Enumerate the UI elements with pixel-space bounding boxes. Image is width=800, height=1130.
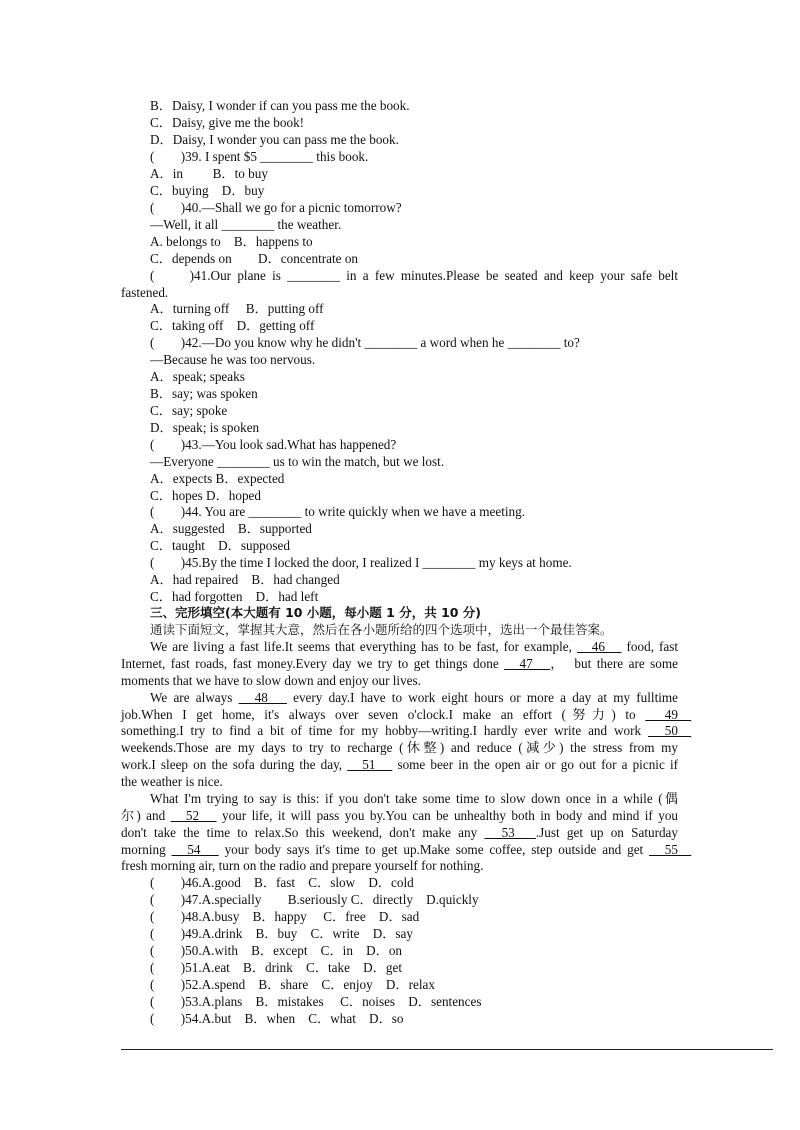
passage-line: Internet, fast roads, fast money.Every day we try to get things done 47 ， but there are some bbox=[121, 656, 679, 671]
blank-46: 46 bbox=[576, 639, 622, 654]
passage-line: 尔) and 52 your life, it will pass you by.You can be unhealthy both in body and mind if you bbox=[121, 808, 679, 823]
cloze-option-49: ( )49.A.drink B．buy C．write D．say bbox=[150, 926, 413, 941]
passage-line: What I'm trying to say is this: if you don't take some time to slow down once in a while (偶 bbox=[150, 791, 678, 806]
option-line: C．say; spoke bbox=[150, 403, 228, 418]
blank-54: 54 bbox=[171, 842, 219, 857]
question-line: fastened. bbox=[121, 285, 169, 300]
option-line: A. belongs to B．happens to bbox=[150, 234, 313, 249]
question-44: ( )44. You are ________ to write quickly when we have a meeting. bbox=[150, 504, 526, 519]
cloze-option-48: ( )48.A.busy B．happy C．free D．sad bbox=[150, 909, 420, 924]
option-line: A．suggested B．supported bbox=[150, 521, 312, 536]
passage-line: don't take the time to relax.So this weekend, don't make any 53 .Just get up on Saturday bbox=[121, 825, 679, 840]
blank-47: 47 bbox=[504, 656, 551, 671]
option-line: B．Daisy, I wonder if can you pass me the book. bbox=[150, 98, 410, 113]
option-line: C．buying D．buy bbox=[150, 183, 265, 198]
blank-52: 52 bbox=[170, 808, 217, 823]
option-line: B．say; was spoken bbox=[150, 386, 258, 401]
blank-53: 53 bbox=[484, 825, 536, 840]
option-line: C．Daisy, give me the book! bbox=[150, 115, 305, 130]
passage-line: We are living a fast life.It seems that everything has to be fast, for example, 46 food, fast bbox=[150, 639, 679, 654]
passage-line: something.I try to find a bit of time for my hobby—writing.I hardly ever write and work 50 bbox=[121, 723, 692, 738]
option-line: C．taught D．supposed bbox=[150, 538, 290, 553]
option-line: A．speak; speaks bbox=[150, 369, 245, 384]
passage-line: the weather is nice. bbox=[121, 774, 223, 789]
option-line: C．depends on D．concentrate on bbox=[150, 251, 359, 266]
question-42: ( )42.—Do you know why he didn't ________ a word when he ________ to? bbox=[150, 335, 580, 350]
cloze-option-50: ( )50.A.with B．except C．in D．on bbox=[150, 943, 403, 958]
cloze-option-47: ( )47.A.specially B.seriously C．directly D.quickly bbox=[150, 892, 479, 907]
question-line: —Because he was too nervous. bbox=[150, 352, 316, 367]
section-instruction: 通读下面短文，掌握其大意，然后在各小题所给的四个选项中，选出一个最佳答案。 bbox=[150, 622, 613, 637]
passage-line: moments that we have to slow down and enjoy our lives. bbox=[121, 673, 421, 688]
question-43: ( )43.—You look sad.What has happened? bbox=[150, 437, 397, 452]
option-line: D．speak; is spoken bbox=[150, 420, 260, 435]
passage-line: work.I sleep on the sofa during the day, 51 some beer in the open air or go out for a picnic if bbox=[121, 757, 678, 772]
footer-divider bbox=[121, 1049, 773, 1050]
question-45: ( )45.By the time I locked the door, I realized I ________ my keys at home. bbox=[150, 555, 572, 570]
blank-49: 49 bbox=[645, 707, 692, 722]
blank-51: 51 bbox=[347, 757, 393, 772]
passage-line: weekends.Those are my days to try to recharge (休整) and reduce (减少) the stress from my bbox=[121, 740, 678, 755]
option-line: A．had repaired B．had changed bbox=[150, 572, 340, 587]
cloze-option-52: ( )52.A.spend B．share C．enjoy D．relax bbox=[150, 977, 435, 992]
blank-48: 48 bbox=[238, 690, 287, 705]
passage-line: morning 54 your body says it's time to get up.Make some coffee, step outside and get 55 bbox=[121, 842, 692, 857]
option-line: D．Daisy, I wonder you can pass me the book. bbox=[150, 132, 399, 147]
option-line: C．had forgotten D．had left bbox=[150, 589, 319, 604]
passage-line: job.When I get home, it's always over seven o'clock.I make an effort (努力) to 49 bbox=[121, 707, 692, 722]
option-line: A．expects B．expected bbox=[150, 471, 285, 486]
section-heading: 三、完形填空(本大题有 10 小题，每小题 1 分，共 10 分) bbox=[150, 605, 482, 620]
cloze-option-54: ( )54.A.but B．when C．what D．so bbox=[150, 1011, 404, 1026]
cloze-option-51: ( )51.A.eat B．drink C．take D．get bbox=[150, 960, 402, 975]
passage-line: We are always 48 every day.I have to work eight hours or more a day at my fulltime bbox=[150, 690, 679, 705]
passage-line: fresh morning air, turn on the radio and prepare yourself for nothing. bbox=[121, 858, 484, 873]
option-line: A．in B．to buy bbox=[150, 166, 268, 181]
option-line: C．hopes D．hoped bbox=[150, 488, 261, 503]
option-line: A．turning off B．putting off bbox=[150, 301, 324, 316]
blank-55: 55 bbox=[649, 842, 692, 857]
blank-50: 50 bbox=[648, 723, 692, 738]
question-39: ( )39. I spent $5 ________ this book. bbox=[150, 149, 369, 164]
question-line: —Well, it all ________ the weather. bbox=[150, 217, 342, 232]
question-40: ( )40.—Shall we go for a picnic tomorrow? bbox=[150, 200, 402, 215]
question-41: ( )41.Our plane is ________ in a few minutes.Please be seated and keep your safe belt bbox=[150, 268, 678, 283]
question-line: —Everyone ________ us to win the match, but we lost. bbox=[150, 454, 445, 469]
cloze-option-53: ( )53.A.plans B．mistakes C．noises D．sentences bbox=[150, 994, 482, 1009]
cloze-option-46: ( )46.A.good B．fast C．slow D．cold bbox=[150, 875, 414, 890]
option-line: C．taking off D．getting off bbox=[150, 318, 315, 333]
